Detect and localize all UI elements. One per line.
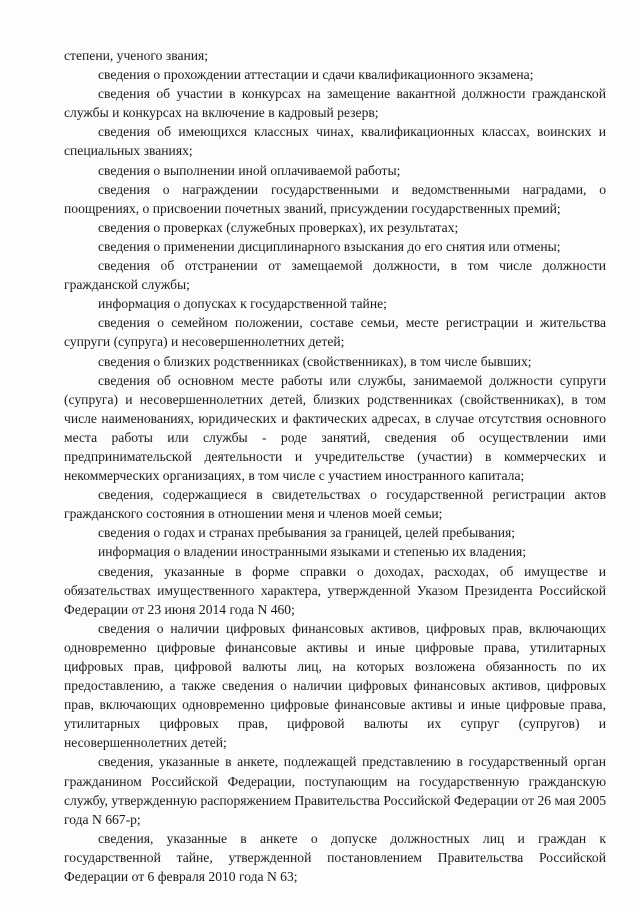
paragraph: сведения об участии в конкурсах на замещение вакантной должности гражданской службы и конкурсах на включение в кадровый резерв; [64, 86, 606, 121]
paragraph: сведения о применении дисциплинарного взыскания до его снятия или отмены; [98, 238, 561, 254]
paragraph: сведения об отстранении от замещаемой должности, в том числе должности гражданской службы; [64, 258, 606, 293]
paragraph: сведения о годах и странах пребывания за границей, целей пребывания; [98, 525, 516, 541]
paragraph: сведения, указанные в анкете, подлежащей представлению в государственный орган гражданином Российской Федерации, поступающим на государственную гражданскую службу, утвержденную распоряжением Правительства Российской Федерации от 26 мая 2005 года N 667-р; [64, 754, 606, 827]
paragraph: сведения о награждении государственными и ведомственными наградами, о поощрениях, о присвоении почетных званий, присуждении государственных премий; [64, 181, 606, 216]
paragraph: сведения об основном месте работы или службы, занимаемой должности супруги (супруга) и несовершеннолетних детей, близких родственниках (свойственниках), в том числе наименованиях, юридических и фактических адресах, в случае отсутствия основного места работы или службы - роде занятий, сведения об осуществлении ими предпринимательской деятельности и учредительстве (участии) в коммерческих и некоммерческих организациях, в том числе с участием иностранного капитала; [64, 372, 606, 484]
paragraph: сведения, содержащиеся в свидетельствах о государственной регистрации актов гражданского состояния в отношении меня и членов моей семьи; [64, 487, 606, 522]
paragraph: сведения о наличии цифровых финансовых активов, цифровых прав, включающих одновременно цифровые финансовые активы и иные цифровые права, утилитарных цифровых прав, цифровой валюты лиц, на которых возложена обязанность по их предоставлению, а также сведения о наличии цифровых финансовых активов, цифровых прав, включающих одновременно цифровые финансовые активы и иные цифровые права, утилитарных цифровых прав, цифровой валюты их супруг (супругов) и несовершеннолетних детей; [64, 620, 606, 751]
paragraph: сведения об имеющихся классных чинах, квалификационных классах, воинских и специальных званиях; [64, 124, 606, 159]
paragraph: сведения, указанные в анкете о допуске должностных лиц и граждан к государственной тайне, утвержденной постановлением Правительства Российской Федерации от 6 февраля 2010 года N 63; [64, 830, 606, 885]
paragraph: сведения о проверках (служебных проверках), их результатах; [98, 219, 459, 235]
paragraph: сведения о прохождении аттестации и сдачи квалификационного экзамена; [98, 67, 534, 83]
paragraph: информация о допусках к государственной тайне; [98, 296, 387, 312]
paragraph: сведения, указанные в форме справки о доходах, расходах, об имуществе и обязательствах имущественного характера, утвержденной Указом Президента Российской Федерации от 23 июня 2014 года N 460; [64, 563, 606, 617]
paragraph: сведения о выполнении иной оплачиваемой работы; [98, 162, 401, 178]
paragraph: информация о владении иностранными языками и степенью их владения; [98, 544, 527, 560]
paragraph: сведения о близких родственниках (свойственниках), в том числе бывших; [98, 353, 532, 369]
paragraph: сведения о семейном положении, составе семьи, месте регистрации и жительства супруги (супруга) и несовершеннолетних детей; [64, 315, 606, 350]
paragraph: степени, ученого звания; [64, 48, 209, 63]
